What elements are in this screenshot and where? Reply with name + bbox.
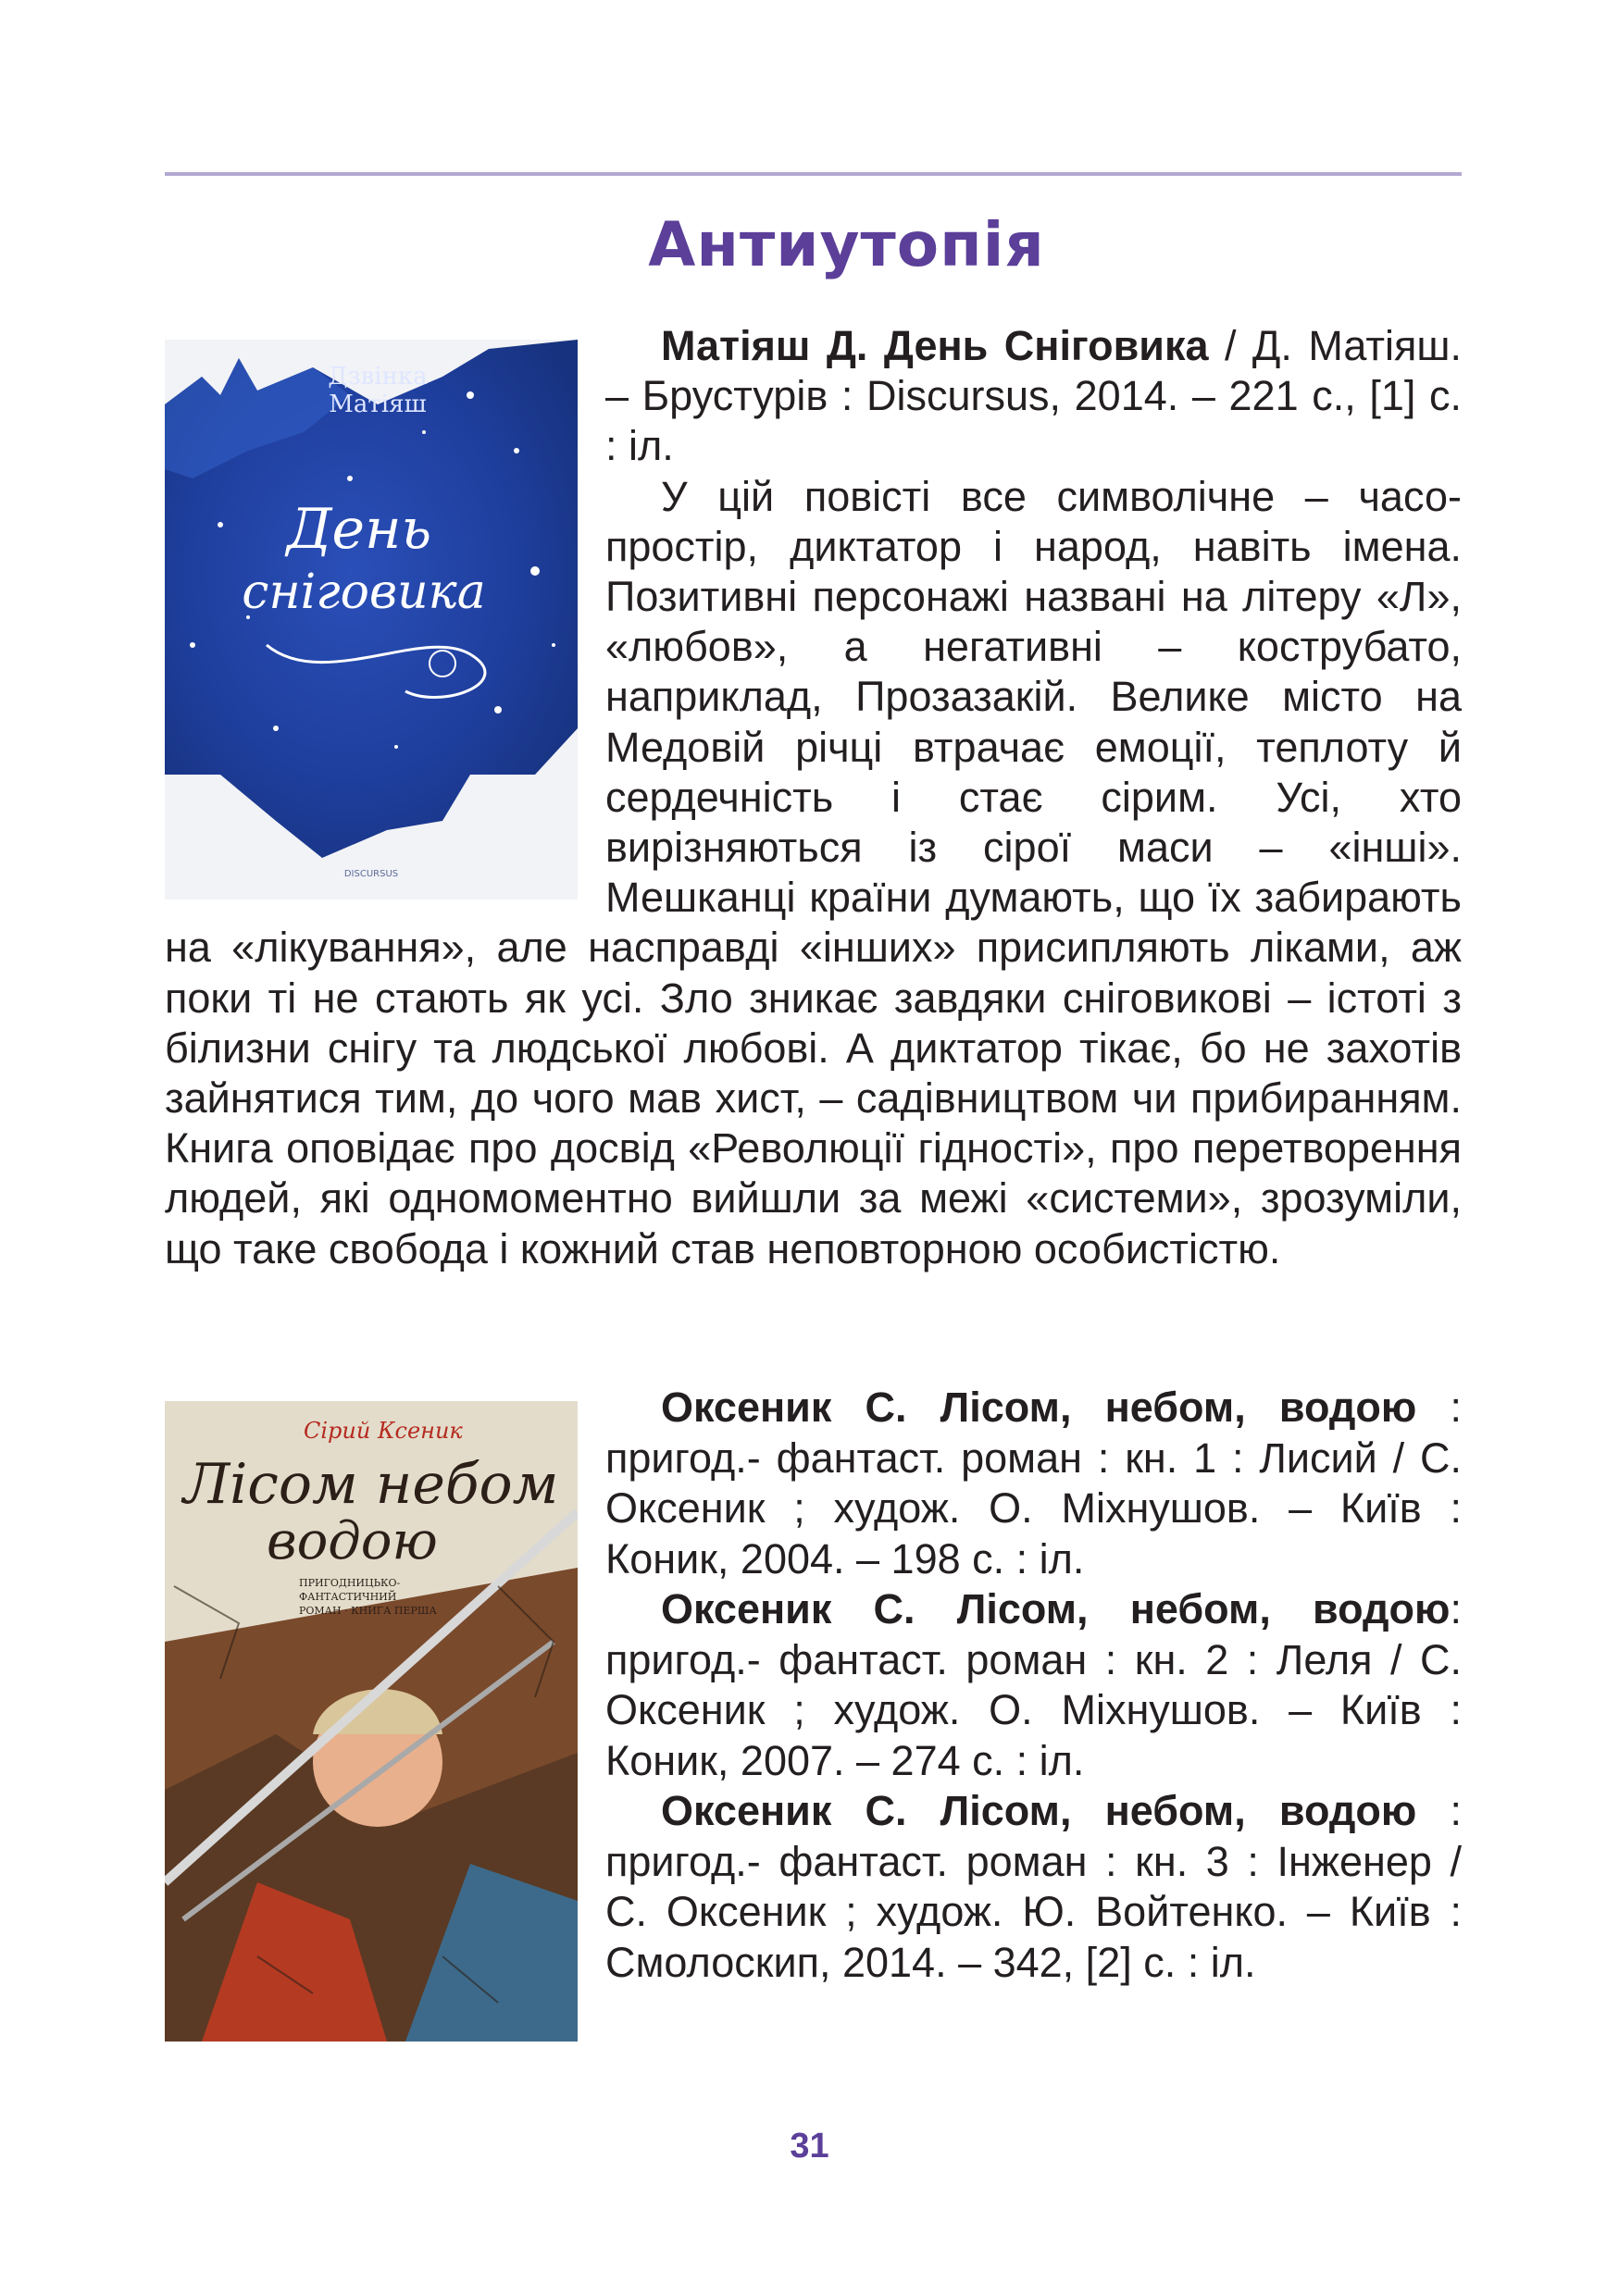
bib-author-title: Матіяш Д. День Сніговика xyxy=(661,322,1209,369)
page-number: 31 xyxy=(790,2127,829,2166)
svg-text:РОМАН · КНИГА ПЕРША: РОМАН · КНИГА ПЕРША xyxy=(299,1605,437,1617)
svg-text:Лісом небом: Лісом небом xyxy=(183,1452,559,1517)
bib-details: / Д. Матіяш. – Брустурів : Discursus, 2014. – 221 с., [1] с. : іл. xyxy=(605,322,1462,470)
svg-text:Дзвінка: Дзвінка xyxy=(328,363,428,391)
bib-author-title: Оксеник С. Лісом, небом, водою xyxy=(661,1585,1451,1632)
book-entry-1 xyxy=(165,321,1462,1274)
svg-text:ФАНТАСТИЧНИЙ: ФАНТАСТИЧНИЙ xyxy=(299,1591,397,1603)
svg-text:День: День xyxy=(286,497,432,562)
bib-details: : пригод.- фантаст. роман : кн. 1 : Лисий / С. Оксеник ; худож. О. Міхнушов. – Київ : Коник, 2004. – 198 с. : іл. xyxy=(605,1384,1462,1582)
svg-text:водою: водою xyxy=(267,1511,438,1571)
bib-author-title: Оксеник С. Лісом, небом, водою xyxy=(661,1384,1417,1431)
svg-text:Матіяш: Матіяш xyxy=(329,391,427,418)
svg-text:сніговика: сніговика xyxy=(242,565,486,620)
bib-author-title: Оксеник С. Лісом, небом, водою xyxy=(661,1787,1417,1834)
svg-text:DISCURSUS: DISCURSUS xyxy=(343,869,399,879)
book-cover-den-snihovyka xyxy=(165,340,578,900)
svg-text:Сірий Ксеник: Сірий Ксеник xyxy=(304,1418,463,1444)
annotation-paragraph: У цій повісті все символічне – часопростір, диктатор і народ, навіть імена. Позитивні персонажі названі на літеру «Л», «любов», а негативні – кострубато, наприклад, Прозазакій. Велике місто на Медовій річці втрачає емоції, теплоту й сердечність і стає сірим. Усі, хто вирізняються із сірої маси – «інші». Мешканці країни думають, що їх забирають на «лікування», але насправді «інших» присипляють ліками, аж поки ті не стають як усі. Зло зникає завдяки сніговикові – істоті з білизни снігу та людської любові. А диктатор тікає, бо не захотів зайнятися тим, до чого мав хист, – садівництвом чи прибиранням. Книга оповідає про досвід «Революції гідності», про перетворення людей, які одномоментно вийшли за межі «системи», зрозуміли, що таке свобода і кожний став неповторною особистістю. xyxy=(165,472,1462,1272)
book-entry-2 xyxy=(165,1383,1462,2049)
top-rule xyxy=(165,172,1462,176)
section-heading: Антиутопія xyxy=(648,209,1045,280)
svg-text:ПРИГОДНИЦЬКО-: ПРИГОДНИЦЬКО- xyxy=(299,1577,401,1589)
bib-details: : пригод.- фантаст. роман : кн. 3 : Інженер / С. Оксеник ; худож. Ю. Войтенко. – Київ : Смолоскип, 2014. – 342, [2] с. : іл. xyxy=(605,1787,1462,1986)
book-cover-lisom-nebom-vodoiu xyxy=(165,1401,578,2042)
bib-details: : пригод.- фантаст. роман : кн. 2 : Леля / С. Оксеник ; худож. О. Міхнушов. – Київ : Коник, 2007. – 274 с. : іл. xyxy=(605,1585,1462,1784)
